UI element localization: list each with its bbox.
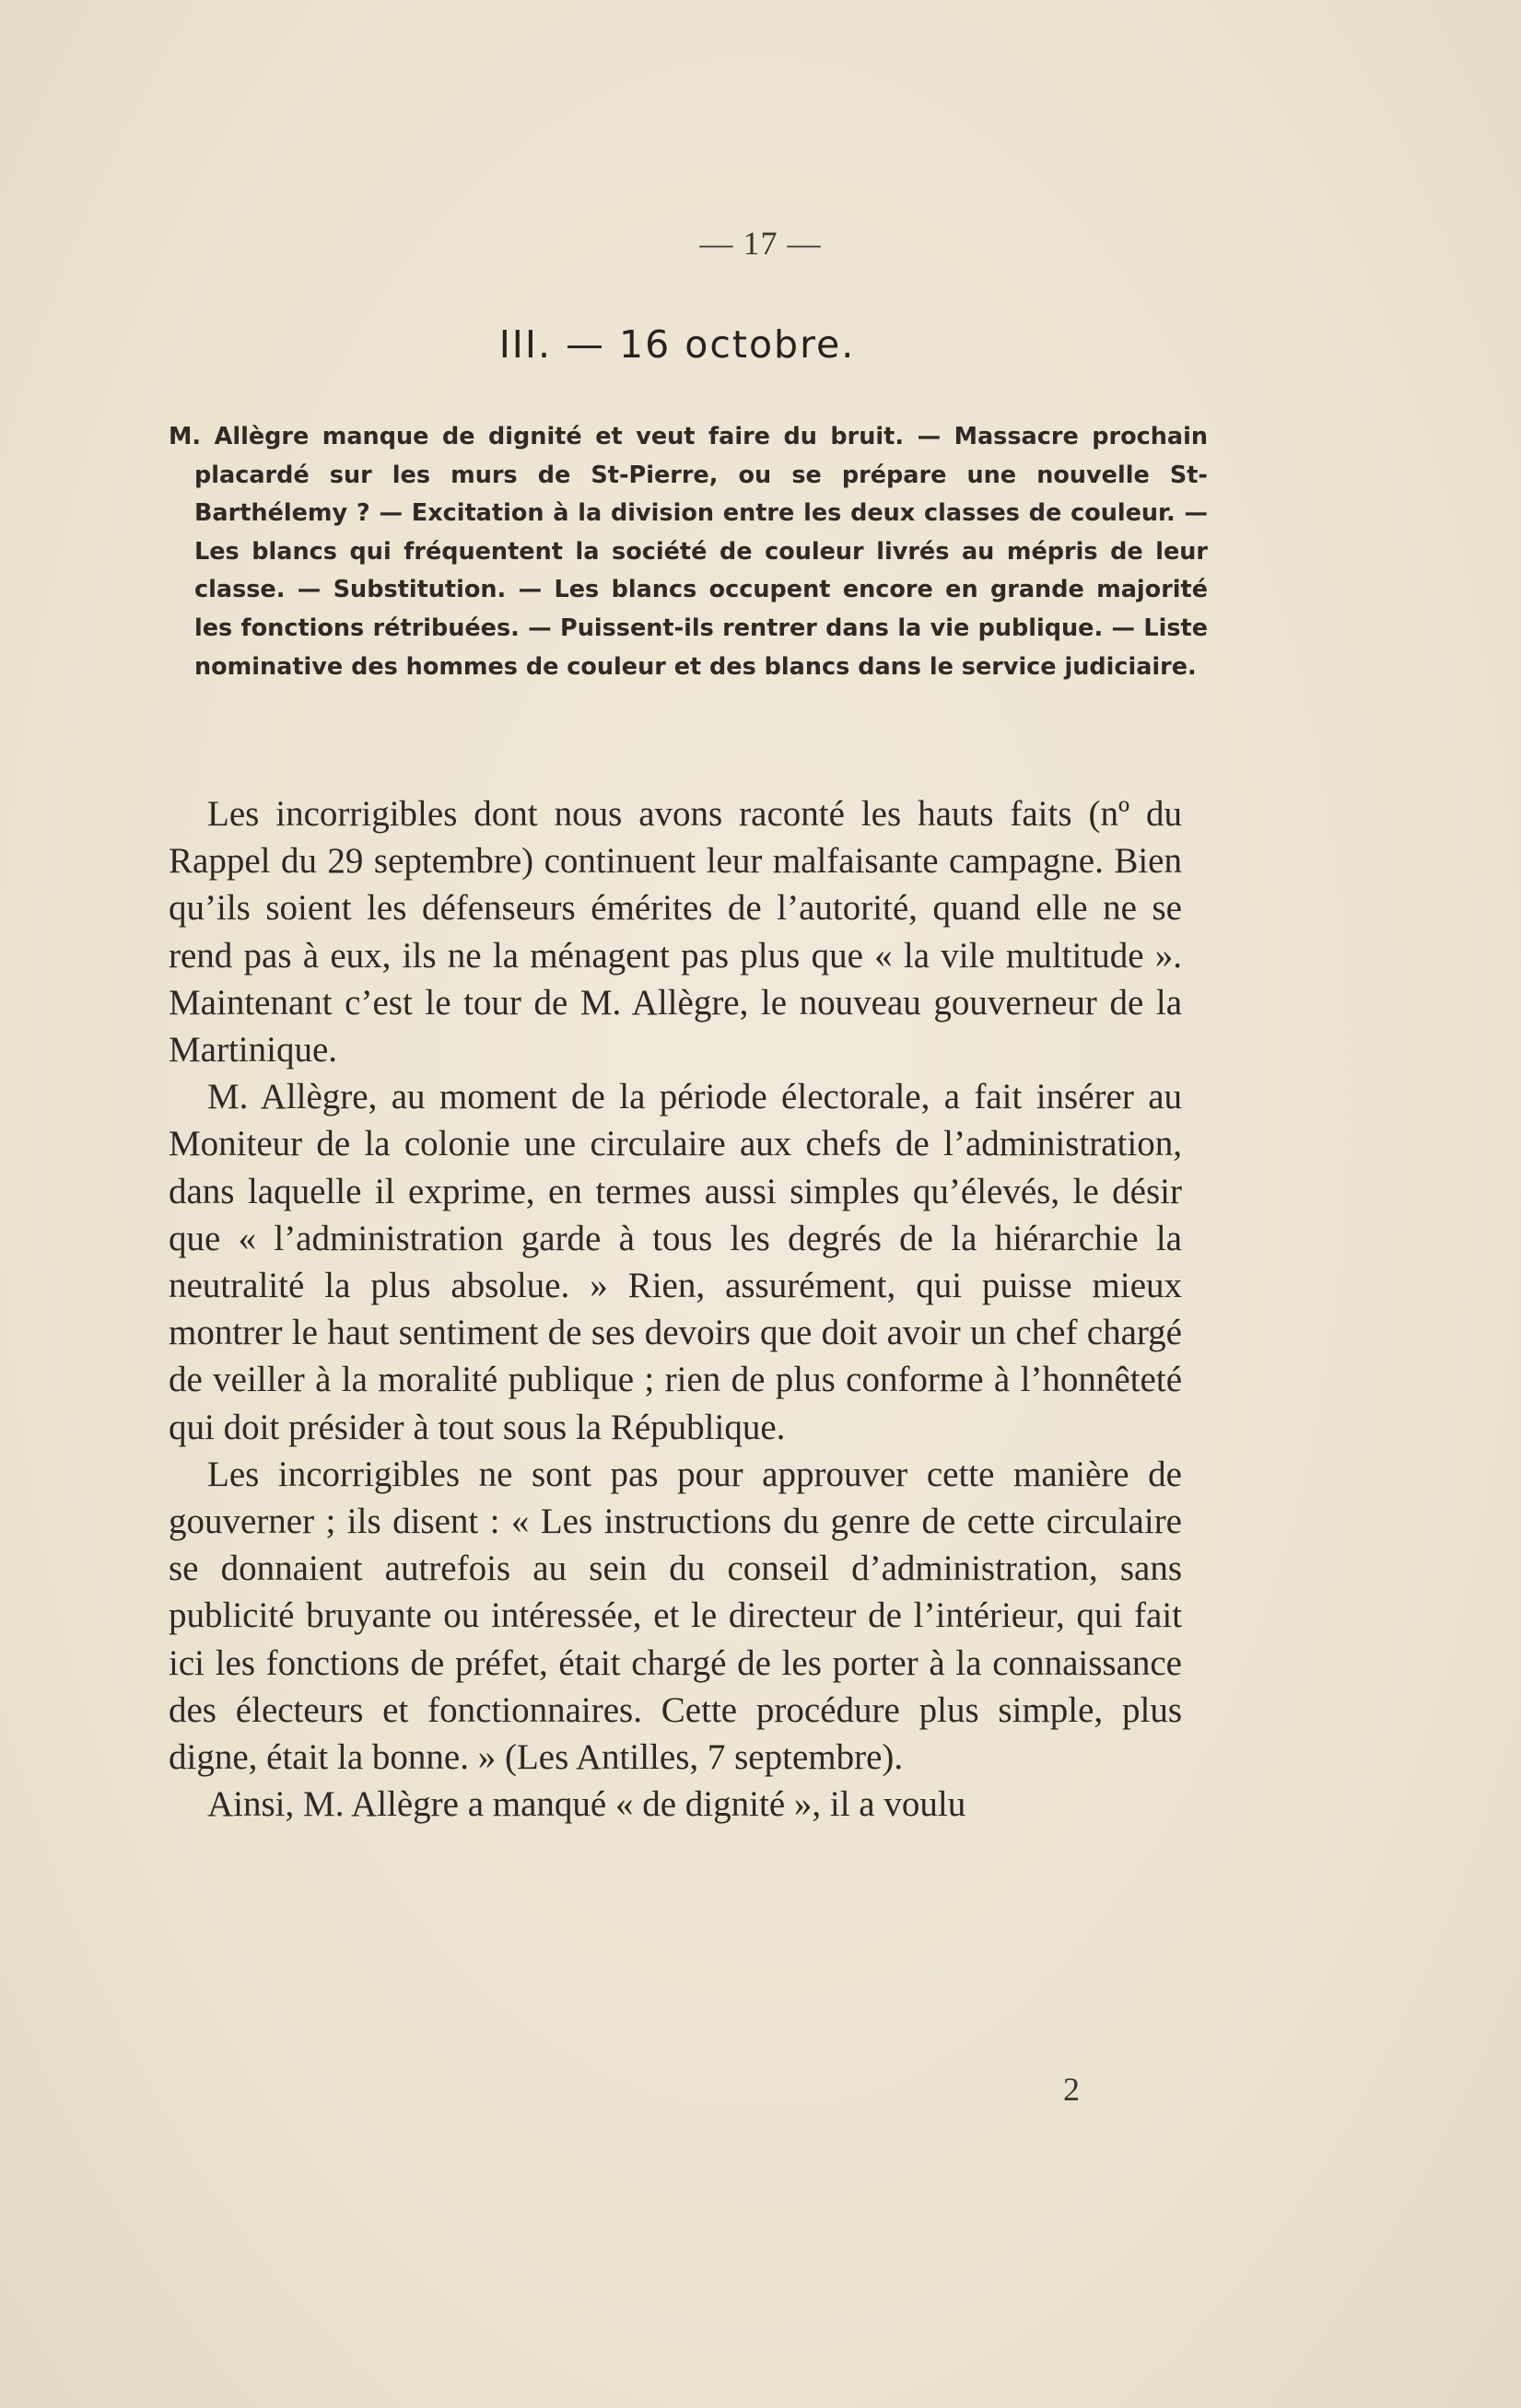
signature-mark: 2 <box>1063 2071 1080 2108</box>
page-number: — 17 — <box>699 225 822 262</box>
paragraph: Ainsi, M. Allègre a manqué « de dignité », il a voulu <box>207 1784 966 1825</box>
paragraph: Les incorrigibles ne sont pas pour approuver cette manière de gouverner ; ils disent : « Les instructions du genre de cette circulaire se donnaient autrefois au sein du conseil d’administration, sans publicité bruyante ou intéressée, et le directeur de l’intérieur, qui fait ici les fonctions de préfet, était chargé de les porter à la connaissance des électeurs et fonctionnaires. Cette procédure plus simple, plus digne, était la bonne. » (Les Antilles, 7 septembre). <box>169 1454 1182 1778</box>
body-text <box>169 790 1182 1828</box>
chapter-summary: M. Allègre manque de dignité et veut faire du bruit. — Massacre prochain placardé sur les murs de St-Pierre, ou se prépare une nouvelle St-Barthélemy ? — Excitation à la division entre les deux classes de couleur. — Les blancs qui fréquentent la société de couleur livrés au mépris de leur classe. — Substitution. — Les blancs occupent encore en grande majorité les fonctions rétribuées. — Puissent-ils rentrer dans la vie publique. — Liste nominative des hommes de couleur et des blancs dans le service judiciaire. <box>169 423 1208 681</box>
paragraph: M. Allègre, au moment de la période électorale, a fait insérer au Moniteur de la colonie une circulaire aux chefs de l’administration, dans laquelle il exprime, en termes aussi simples qu’élevés, le désir que « l’administration garde à tous les degrés de la hiérarchie la neutralité la plus absolue. » Rien, assurément, qui puisse mieux montrer le haut sentiment de ses devoirs que doit avoir un chef chargé de veiller à la moralité publique ; rien de plus conforme à l’honnêteté qui doit présider à tout sous la République. <box>169 1077 1182 1447</box>
paragraph: Les incorrigibles dont nous avons raconté les hauts faits (nº du Rappel du 29 septembre) continuent leur malfaisante campagne. Bien qu’ils soient les défenseurs émérites de l’autorité, quand elle ne se rend pas à eux, ils ne la ménagent pas plus que « la vile multitude ». Maintenant c’est le tour de M. Allègre, le nouveau gouverneur de la Martinique. <box>169 794 1182 1070</box>
chapter-title: III. — 16 octobre. <box>498 322 856 367</box>
